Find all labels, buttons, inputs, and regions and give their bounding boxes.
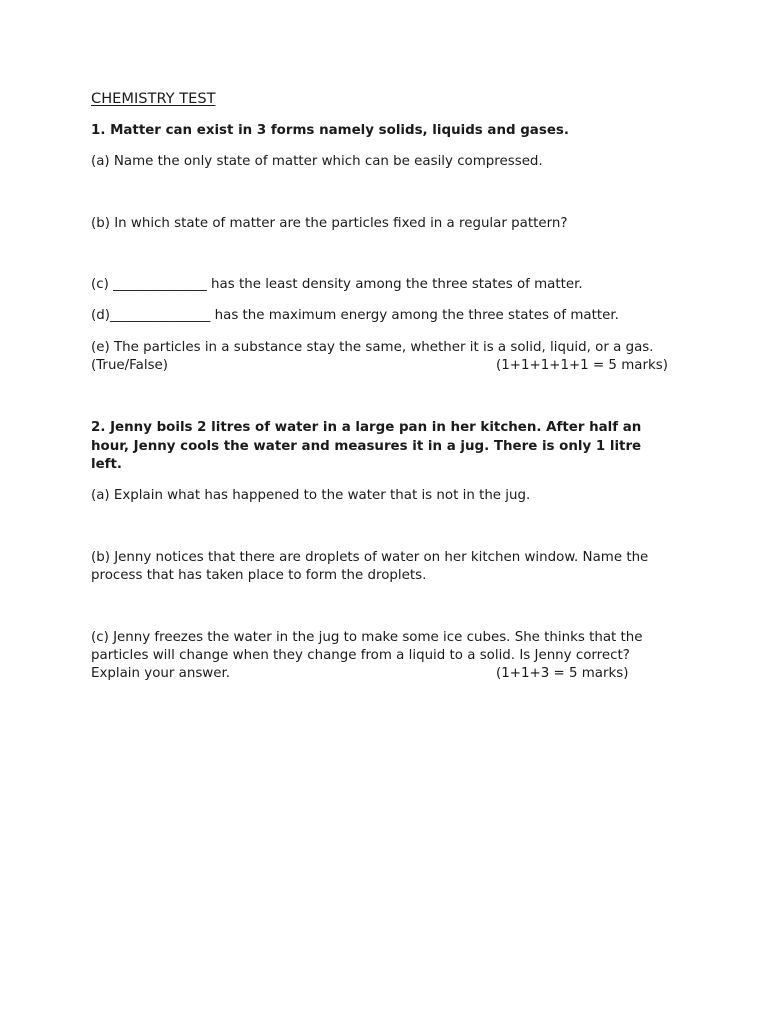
question-1a: (a) Name the only state of matter which can be easily compressed.	[91, 154, 543, 169]
page-title: CHEMISTRY TEST	[91, 90, 216, 107]
question-2c-line-1: (c) Jenny freezes the water in the jug to make some ice cubes. She thinks that the	[91, 630, 643, 645]
question-1e: (e) The particles in a substance stay the same, whether it is a solid, liquid, or a gas.	[91, 340, 654, 355]
question-2b-line-1: (b) Jenny notices that there are droplets of water on her kitchen window. Name the	[91, 550, 649, 565]
question-1-heading: 1. Matter can exist in 3 forms namely solids, liquids and gases.	[91, 123, 569, 138]
question-2a: (a) Explain what has happened to the water that is not in the jug.	[91, 488, 531, 503]
question-2-heading-line-2: hour, Jenny cools the water and measures it in a jug. There is only 1 litre	[91, 439, 642, 454]
question-2c-line-3: Explain your answer.	[91, 666, 231, 681]
question-1b: (b) In which state of matter are the particles fixed in a regular pattern?	[91, 216, 568, 231]
question-1d: (d)_______________ has the maximum energy among the three states of matter.	[91, 308, 619, 323]
question-2-heading-line-3: left.	[91, 457, 122, 472]
question-1c: (c) ______________ has the least density among the three states of matter.	[91, 277, 583, 292]
question-1e-answer-format: (True/False)	[91, 358, 169, 373]
question-2-heading-line-1: 2. Jenny boils 2 litres of water in a large pan in her kitchen. After half an	[91, 420, 642, 435]
question-2c-line-2: particles will change when they change from a liquid to a solid. Is Jenny correct?	[91, 648, 630, 663]
question-2-marks: (1+1+3 = 5 marks)	[496, 666, 629, 681]
question-2b-line-2: process that has taken place to form the droplets.	[91, 568, 427, 583]
question-1-marks: (1+1+1+1+1 = 5 marks)	[496, 358, 668, 373]
